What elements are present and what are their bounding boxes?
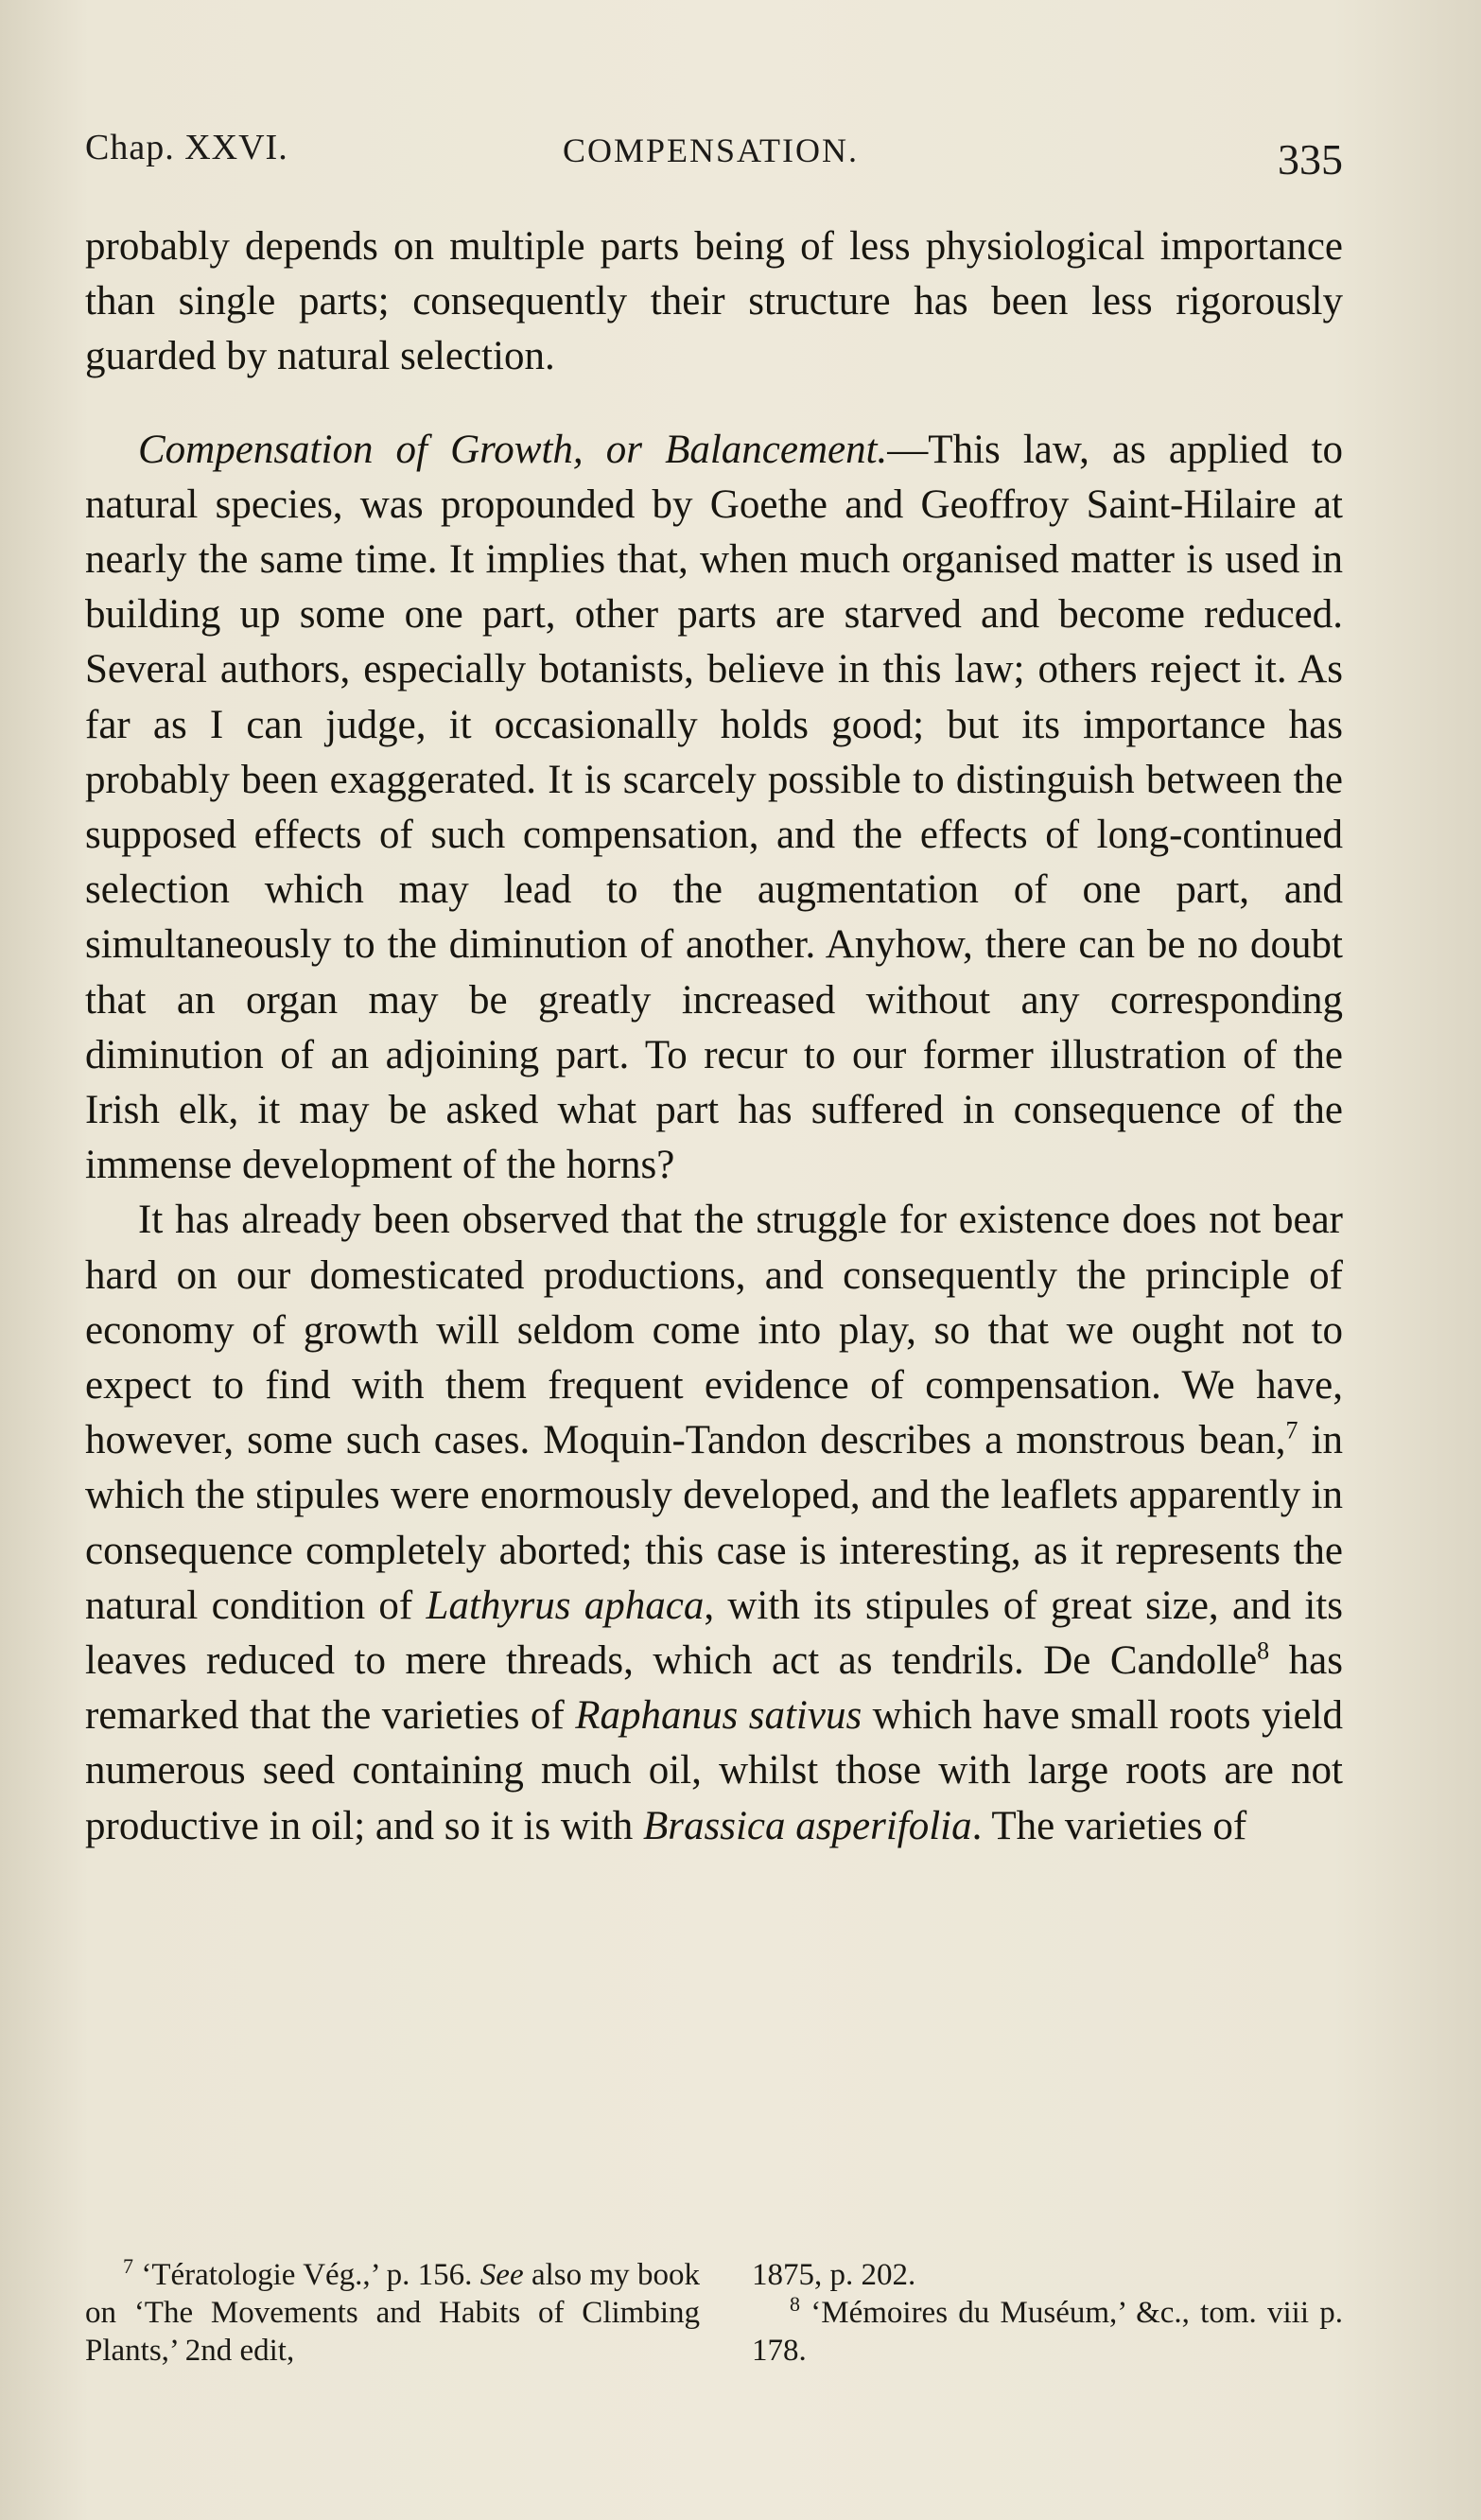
taxon-raphanus: Raphanus sativus	[575, 1693, 862, 1739]
footnote-ref-7: 7	[1285, 1416, 1298, 1444]
paragraph-3-part-f: . The varieties of	[971, 1803, 1247, 1848]
running-header	[85, 121, 1343, 184]
heading-dash: —	[887, 427, 929, 472]
paragraph-3-part-e: which have small roots yield numerous seed containing much oil, whilst those with large roots are not productive in oil; and so it is with	[85, 1693, 1343, 1848]
footnote-7-mark: 7	[123, 2254, 133, 2278]
page-number: 335	[1278, 135, 1343, 184]
footnote-ref-8: 8	[1257, 1636, 1270, 1665]
footnote-8	[752, 2294, 1343, 2370]
taxon-brassica: Brassica asperifolia	[643, 1803, 972, 1848]
footnotes-right-column	[752, 2256, 1343, 2370]
paragraph-2	[85, 423, 1343, 1194]
taxon-lathyrus: Lathyrus aphaca	[426, 1583, 705, 1628]
paragraph-3-part-c: , with its stipules of great size, and its leaves reduced to mere threads, which act as tendrils. De Candolle	[85, 1583, 1343, 1684]
footnote-7	[85, 2256, 700, 2370]
footnote-8-text: ‘Mémoires du Muséum,’ &c., tom. viii p. 178.	[752, 2296, 1343, 2368]
body-text	[85, 219, 1343, 1854]
footnote-7-see: See	[479, 2258, 524, 2292]
paragraph-3-part-b: in which the stipules were enormously developed, and the leaflets apparently in consequence completely aborted; this case is interesting, as it represents the natural condition of	[85, 1418, 1343, 1628]
paragraph-2-text: This law, as applied to natural species, was propounded by Goethe and Geoffroy Saint-Hilaire at nearly the same time. It implies that, when much organised matter is used in building up some one part, other parts are starved and become reduced. Several authors, especially botanists, believe in this law; others reject it. As far as I can judge, it occasionally holds good; but its importance has probably been exaggerated. It is scarcely possible to distinguish between the supposed effects of such compensation, and the effects of long-continued selection which may lead to the augmentation of one part, and simultaneously to the diminution of another. Anyhow, there can be no doubt that an organ may be greatly increased without any corresponding diminution of an adjoining part. To recur to our former illustration of the Irish elk, it may be asked what part has suffered in consequence of the immense development of the horns?	[85, 427, 1343, 1188]
paragraph-3-part-d: has remarked that the varieties of	[85, 1638, 1343, 1739]
footnote-7-continuation: 1875, p. 202.	[752, 2258, 916, 2292]
footnote-7-text-a: ‘Tératologie Vég.,’ p. 156.	[133, 2258, 480, 2292]
footnote-8-mark: 8	[790, 2292, 800, 2316]
paragraph-3	[85, 1193, 1343, 1853]
section-heading: Compensation of Growth, or Balancement.	[138, 427, 888, 472]
page-title: COMPENSATION.	[563, 131, 860, 169]
paragraph-1: probably depends on multiple parts being of less physiological importance than single parts; consequently their structure has been less rigorously guarded by natural selection.	[85, 224, 1343, 379]
paragraph-3-part-a: It has already been observed that the struggle for existence does not bear hard on our domesticated productions, and consequently the principle of economy of growth will seldom come into play, so that we ought not to expect to find with them frequent evidence of compensation. We have, however, some such cases. Moquin-Tandon describes a monstrous bean,	[85, 1198, 1343, 1463]
chapter-label: Chap. XXVI.	[85, 128, 288, 167]
footnotes-left-column	[85, 2256, 700, 2370]
footnote-7-text-b: also my book on ‘The Movements and Habits of Climbing Plants,’ 2nd edit,	[85, 2258, 700, 2368]
